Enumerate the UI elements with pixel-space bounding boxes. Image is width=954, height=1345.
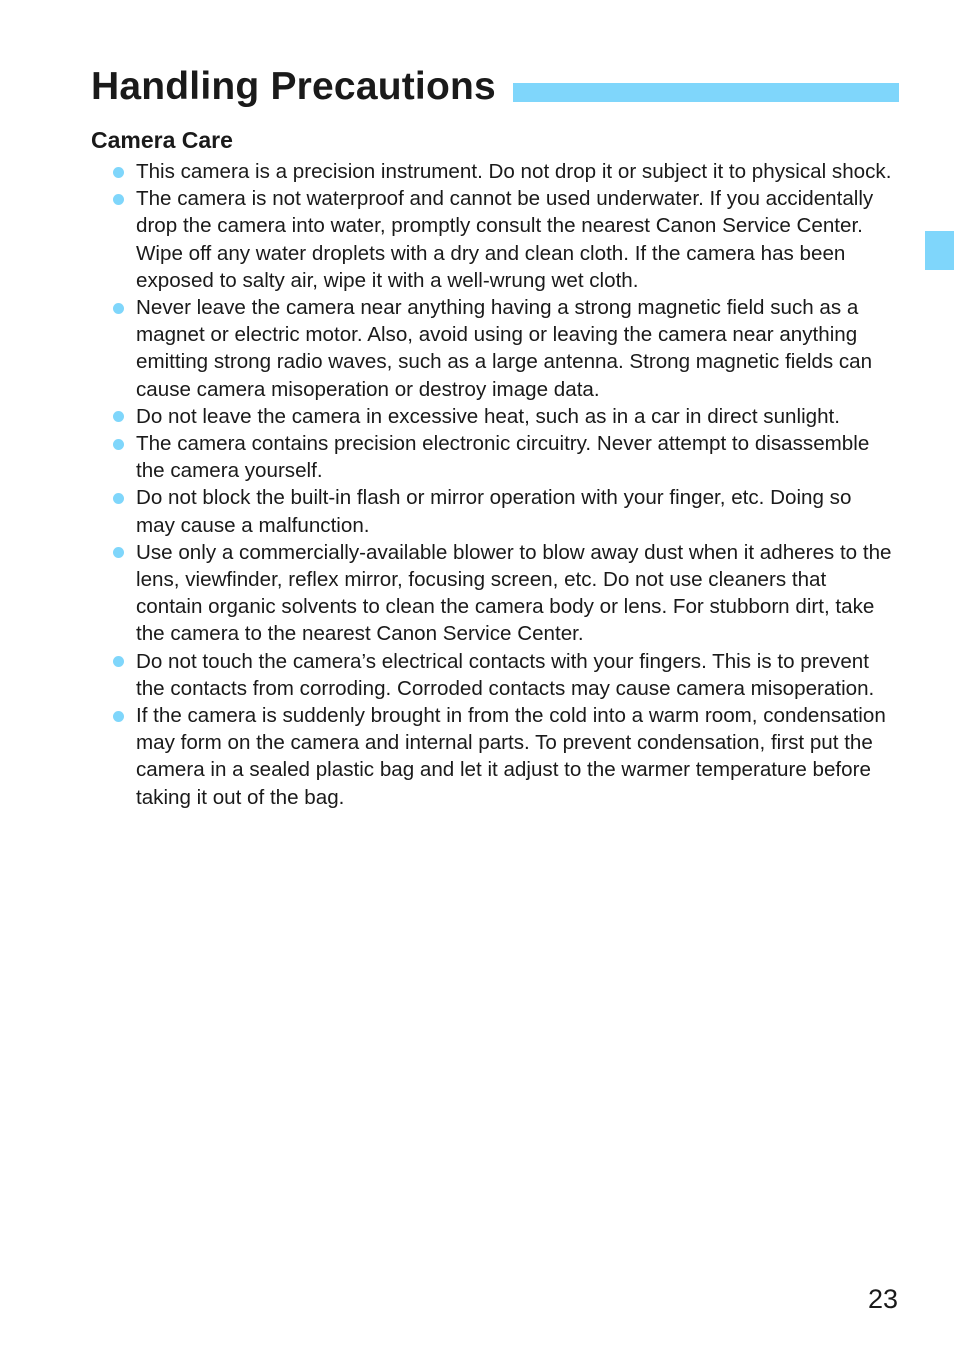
list-item [0, 158, 892, 185]
circle-bullet-icon [113, 656, 124, 667]
list-item-text: Do not touch the camera’s electrical contacts with your fingers. This is to prevent the contacts from corroding. Corroded contacts may cause camera misoperation. [136, 649, 875, 700]
circle-bullet-icon [113, 493, 124, 504]
circle-bullet-icon [113, 167, 124, 178]
list-item-text: If the camera is suddenly brought in from the cold into a warm room, condensation may form on the camera and internal parts. To prevent condensation, first put the camera in a sealed plastic bag and let it adjust to the warmer temperature before taking it out of the bag. [136, 704, 886, 809]
list-item [0, 539, 892, 648]
list-item [0, 294, 892, 403]
list-item [0, 430, 892, 484]
section-heading: Camera Care [91, 127, 233, 153]
title-accent-bar [513, 83, 899, 102]
page-title: Handling Precautions [91, 65, 496, 108]
list-item [0, 185, 892, 294]
list-item-text: Do not leave the camera in excessive heat, such as in a car in direct sunlight. [136, 404, 840, 428]
list-item-text: Never leave the camera near anything having a strong magnetic field such as a magnet or electric motor. Also, avoid using or leaving the camera near anything emitting strong radio waves, such as a large antenna. Strong magnetic fields can cause camera misoperation or destroy image data. [136, 296, 873, 401]
circle-bullet-icon [113, 439, 124, 450]
list-item [0, 484, 892, 538]
list-item [0, 648, 892, 702]
chapter-tab [925, 231, 954, 270]
list-item-text: The camera is not waterproof and cannot be used underwater. If you accidentally drop the camera into water, promptly consult the nearest Canon Service Center. Wipe off any water droplets with a dry and clean cloth. If the camera has been exposed to salty air, wipe it with a well-wrung wet cloth. [136, 187, 874, 292]
precautions-list [0, 158, 954, 811]
list-item-text: Use only a commercially-available blower to blow away dust when it adheres to the lens, viewfinder, reflex mirror, focusing screen, etc. Do not use cleaners that contain organic solvents to clean the camera body or lens. For stubborn dirt, take the camera to the nearest Canon Service Center. [136, 540, 892, 646]
circle-bullet-icon [113, 303, 124, 314]
page-number: 23 [867, 1284, 898, 1314]
circle-bullet-icon [113, 711, 124, 722]
list-item-text: The camera contains precision electronic circuitry. Never attempt to disassemble the camera yourself. [136, 432, 870, 483]
list-item [0, 702, 892, 811]
circle-bullet-icon [113, 547, 124, 558]
list-item-text: Do not block the built-in flash or mirror operation with your finger, etc. Doing so may cause a malfunction. [136, 486, 852, 537]
list-item-text: This camera is a precision instrument. Do not drop it or subject it to physical shock. [136, 160, 892, 183]
circle-bullet-icon [113, 194, 124, 205]
list-item [0, 403, 892, 430]
circle-bullet-icon [113, 411, 124, 422]
